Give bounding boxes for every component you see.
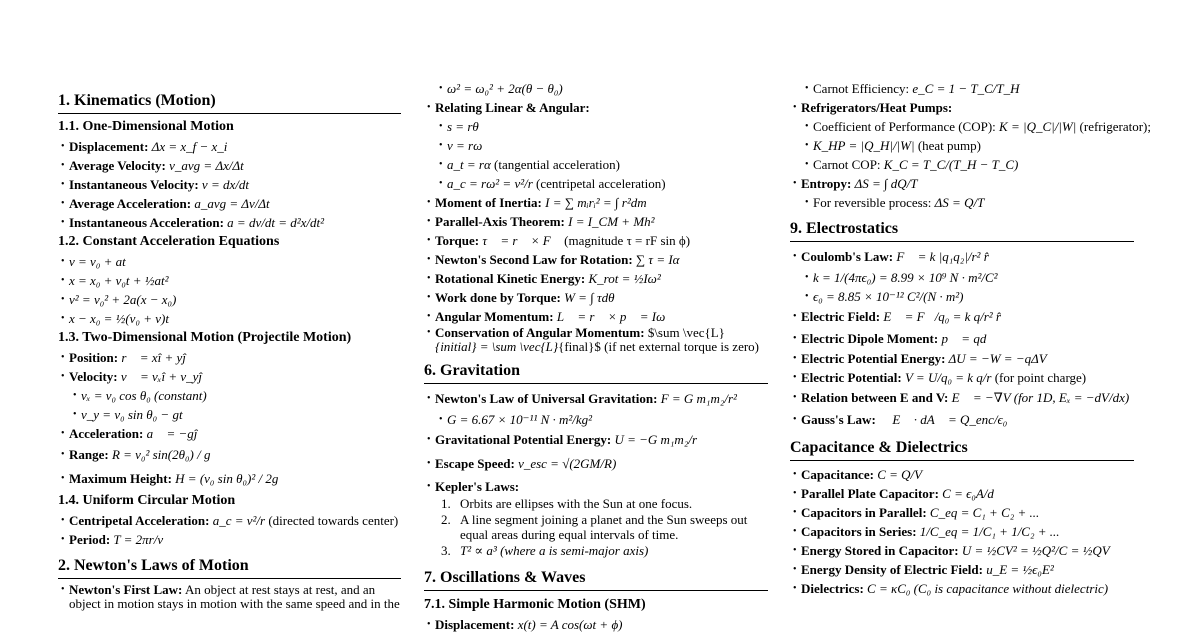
subheading-shm: 7.1. Simple Harmonic Motion (SHM) <box>424 597 646 612</box>
subheading-2d-motion: 1.3. Two-Dimensional Motion (Projectile Motion) <box>58 330 352 345</box>
list-circular-motion <box>58 511 401 549</box>
list-item: • Period: T = 2πr/v <box>58 530 401 549</box>
list-item: • Newton's First Law: An object at rest stays at rest, and an object in motion stays in motion with the same speed and in the <box>58 583 401 611</box>
list-item: • Relation between E and V: E⃗ = −∇V (for 1D, Eₓ = −dV/dx) <box>790 387 1134 409</box>
list-item: • v² = v₀² + 2a(x − x₀) <box>58 290 401 309</box>
list-item: • s = rθ <box>424 117 768 136</box>
list-item: • Parallel Plate Capacitor: C = ϵ₀A/d <box>790 484 1134 503</box>
list-item: • Range: R = v₀² sin(2θ₀) / g <box>58 443 401 467</box>
list-item: • G = 6.67 × 10⁻¹¹ N · m²/kg² <box>424 410 768 429</box>
subheading-constant-acceleration: 1.2. Constant Acceleration Equations <box>58 234 280 249</box>
list-thermodynamics <box>790 79 1151 212</box>
list-item: • Work done by Torque: W = ∫ τdθ <box>424 288 768 307</box>
list-item: • Newton's Second Law for Rotation: ∑ τ = Iα <box>424 250 768 269</box>
list-item: • Capacitance: C = Q/V <box>790 465 1134 484</box>
heading-gravitation: 6. Gravitation <box>424 360 768 384</box>
list-item: • a_c = rω² = v²/r (centripetal acceleration) <box>424 174 768 193</box>
list-item: • Carnot COP: K_C = T_C/(T_H − T_C) <box>790 155 1134 174</box>
list-item: • vₓ = v₀ cos θ₀ (constant) <box>58 386 401 405</box>
list-item: • ϵ₀ = 8.85 × 10⁻¹² C²/(N · m²) <box>790 287 1134 306</box>
list-item: • Position: r⃗ = xî + yĵ <box>58 348 401 367</box>
heading-capacitance: Capacitance & Dielectrics <box>790 437 1134 461</box>
list-item: • Electric Dipole Moment: p⃗ = qd⃗ <box>790 328 1134 349</box>
list-item: • Instantaneous Velocity: v = dx/dt <box>58 175 401 194</box>
list-item: • Energy Stored in Capacitor: U = ½CV² = ½Q²/C = ½QV <box>790 541 1134 560</box>
list-item: • Conservation of Angular Momentum: $\sum \vec{L} {initial} = \sum \vec{L}{final}$ (if net external torque is zero) <box>424 326 768 354</box>
column-1 <box>58 90 401 611</box>
list-item: • ω² = ω₀² + 2α(θ − θ₀) <box>424 79 768 98</box>
list-item: • Displacement: x(t) = A cos(ωt + ϕ) <box>424 615 768 634</box>
list-item: • Velocity: v⃗ = vₓî + v_yĵ <box>58 367 401 386</box>
list-item: • Maximum Height: H = (v₀ sin θ₀)² / 2g <box>58 467 401 491</box>
list-item: • Newton's Law of Universal Gravitation: F = G m₁m₂/r² <box>424 388 768 410</box>
list-item: • Energy Density of Electric Field: u_E = ½ϵ₀E² <box>790 560 1134 579</box>
list-item: • Acceleration: a⃗ = −gĵ <box>58 424 401 443</box>
list-constant-acceleration <box>58 252 401 328</box>
column-2 <box>424 79 768 634</box>
list-item: • x = x₀ + v₀t + ½at² <box>58 271 401 290</box>
column-3 <box>790 79 1151 598</box>
list-item: • Capacitors in Parallel: C_eq = C₁ + C₂ + ... <box>790 503 1134 522</box>
list-item: • Relating Linear & Angular: <box>424 98 768 117</box>
list-item: • Gravitational Potential Energy: U = −G m₁m₂/r <box>424 429 768 451</box>
list-item: • Angular Momentum: L⃗ = r⃗ × p⃗ = Iω⃗ <box>424 307 768 326</box>
list-item: • Electric Field: E⃗ = F⃗/q₀ = k q/r² r̂ <box>790 306 1134 328</box>
heading-kinematics: 1. Kinematics (Motion) <box>58 90 401 114</box>
list-item: • Average Acceleration: a_avg = Δv/Δt <box>58 194 401 213</box>
subheading-1d-motion: 1.1. One-Dimensional Motion <box>58 119 234 134</box>
list-item: • v_y = v₀ sin θ₀ − gt <box>58 405 401 424</box>
heading-oscillations: 7. Oscillations & Waves <box>424 567 768 591</box>
list-item: 3. T² ∝ a³ (where a is semi-major axis) <box>441 543 649 558</box>
list-item: • Entropy: ΔS = ∫ dQ/T <box>790 174 1134 193</box>
list-item: • a_t = rα (tangential acceleration) <box>424 155 768 174</box>
list-item: • Displacement: Δx = x_f − x_i <box>58 137 401 156</box>
list-item: • Centripetal Acceleration: a_c = v²/r (directed towards center) <box>58 511 401 530</box>
list-item: • Dielectrics: C = κC₀ (C₀ is capacitance without dielectric) <box>790 579 1134 598</box>
list-item: • Torque: τ⃗ = r⃗ × F⃗ (magnitude τ = rF sin ϕ) <box>424 231 768 250</box>
list-item: • Refrigerators/Heat Pumps: <box>790 98 1134 117</box>
list-item: • Electric Potential: V = U/q₀ = k q/r (for point charge) <box>790 368 1134 387</box>
list-item: • Escape Speed: v_esc = √(2GM/R) <box>424 451 768 477</box>
list-item: • Rotational Kinetic Energy: K_rot = ½Iω² <box>424 269 768 288</box>
list-item: • Kepler's Laws: <box>424 477 768 496</box>
list-item: • Carnot Efficiency: e_C = 1 − T_C/T_H <box>790 79 1134 98</box>
list-item: • K_HP = |Q_H|/|W| (heat pump) <box>790 136 1134 155</box>
list-item: • Instantaneous Acceleration: a = dv/dt = d²x/dt² <box>58 213 401 232</box>
list-item: • Coulomb's Law: F⃗ = k |q₁q₂|/r² r̂ <box>790 246 1134 268</box>
list-rotation <box>424 79 768 354</box>
list-item: • Coefficient of Performance (COP): K = |Q_C|/|W| (refrigerator); <box>790 117 1134 136</box>
list-item: • x − x₀ = ½(v₀ + v)t <box>58 309 401 328</box>
list-shm <box>424 615 768 634</box>
subheading-circular-motion: 1.4. Uniform Circular Motion <box>58 493 236 508</box>
list-newtons-laws <box>58 583 401 611</box>
list-gravitation <box>424 388 768 496</box>
list-keplers-laws <box>424 496 768 558</box>
list-item: • k = 1/(4πϵ₀) = 8.99 × 10⁹ N · m²/C² <box>790 268 1134 287</box>
list-item: • Moment of Inertia: I = ∑ mᵢrᵢ² = ∫ r²dm <box>424 193 768 212</box>
list-electrostatics <box>790 246 1134 431</box>
list-capacitance <box>790 465 1134 598</box>
list-item: • Gauss's Law: ∮ E⃗ · dA⃗ = Q_enc/ϵ₀ <box>790 409 1134 431</box>
list-item: • Electric Potential Energy: ΔU = −W = −qΔV <box>790 349 1134 368</box>
list-item: • v = v₀ + at <box>58 252 401 271</box>
list-item: • Capacitors in Series: 1/C_eq = 1/C₁ + 1/C₂ + ... <box>790 522 1134 541</box>
list-item: • Parallel-Axis Theorem: I = I_CM + Mh² <box>424 212 768 231</box>
heading-electrostatics: 9. Electrostatics <box>790 218 1134 242</box>
list-item: • v = rω <box>424 136 768 155</box>
list-1d-motion <box>58 137 401 232</box>
list-item: 2. A line segment joining a planet and the Sun sweeps out equal areas during equal intervals of time. <box>441 512 748 542</box>
list-item: • Average Velocity: v_avg = Δx/Δt <box>58 156 401 175</box>
list-item: • For reversible process: ΔS = Q/T <box>790 193 1134 212</box>
list-2d-motion <box>58 348 401 491</box>
heading-newtons-laws: 2. Newton's Laws of Motion <box>58 555 401 579</box>
list-item: 1. Orbits are ellipses with the Sun at one focus. <box>441 496 693 511</box>
